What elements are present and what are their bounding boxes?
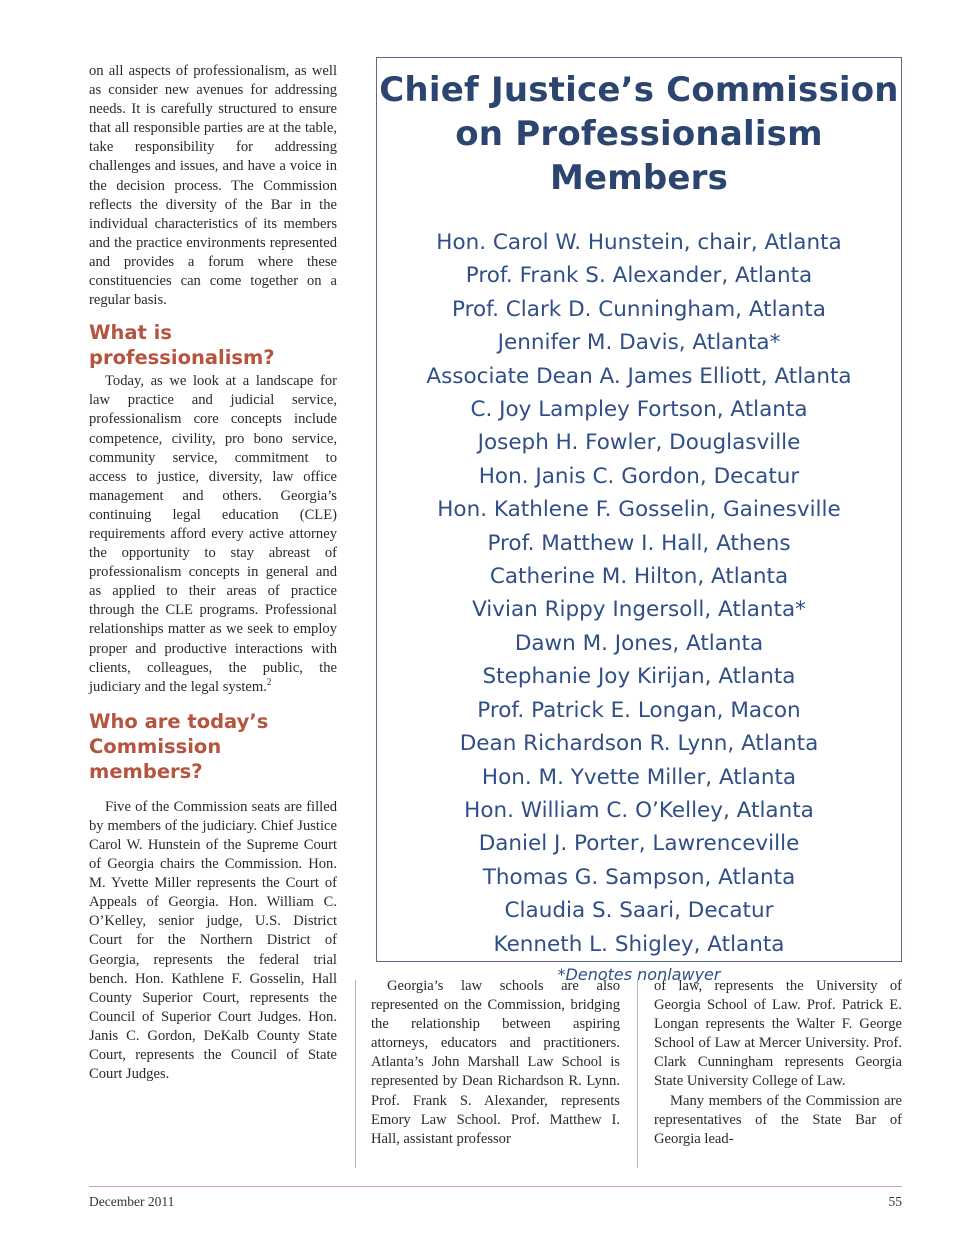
member-item: Prof. Patrick E. Longan, Macon [477, 697, 801, 723]
professionalism-paragraph [89, 372, 337, 697]
member-item: Hon. M. Yvette Miller, Atlanta [481, 764, 797, 790]
sidebar-title: Chief Justice’s Commission on Professionalism Members [379, 70, 899, 198]
column-divider-right [637, 980, 638, 1168]
members-sidebar-box [376, 57, 902, 984]
heading-what-is-professionalism: What is professionalism? [89, 321, 275, 370]
intro-paragraph: on all aspects of professionalism, as well as consider new avenues for addressing needs. It is carefully structured to ensure that all responsible parties are at the table, take responsibility for addressing challenges and issues, and have a voice in the decision process. The Commission reflects the diversity of the Bar in the individual characteristics of its members and the practice environments represented and provides a forum where these constituencies can come together on a regular basis. [89, 63, 337, 309]
state-bar-paragraph: Many members of the Commission are representatives of the State Bar of Georgia lead- [654, 1092, 902, 1147]
member-item: Catherine M. Hilton, Atlanta [489, 564, 789, 590]
column-divider-left [355, 980, 356, 1168]
footer-date: December 2011 [89, 1194, 175, 1209]
member-item: Vivian Rippy Ingersoll, Atlanta* [472, 597, 806, 623]
left-column [89, 62, 337, 1084]
right-column [654, 977, 902, 1149]
member-item: Joseph H. Fowler, Douglasville [477, 430, 801, 456]
law-schools-paragraph: Georgia’s law schools are also represented on the Commission, bridging the relationship between aspiring attorneys, educators and practitioners. Atlanta’s John Marshall Law School is represented by Dean Richardson R. Lynn. Prof. Frank S. Alexander, represents Emory Law School. Prof. Matthew I. Hall, assistant professor [371, 978, 620, 1147]
member-item: Prof. Frank S. Alexander, Atlanta [465, 263, 813, 289]
member-item: Thomas G. Sampson, Atlanta [482, 864, 796, 890]
member-item: C. Joy Lampley Fortson, Atlanta [470, 397, 808, 423]
member-item: Hon. Kathlene F. Gosselin, Gainesville [437, 497, 841, 523]
member-item: Claudia S. Saari, Decatur [504, 898, 774, 924]
footer-divider [89, 1186, 902, 1187]
member-item: Dawn M. Jones, Atlanta [514, 630, 764, 656]
nonlawyer-footnote: *Denotes nonlawyer [557, 964, 721, 984]
law-schools-continued-paragraph: of law, represents the University of Georgia School of Law. Prof. Patrick E. Longan represents the Walter F. George School of Law at Mercer University. Prof. Clark Cunningham represents Georgia State University College of Law. [654, 978, 902, 1090]
footnote-reference[interactable]: 2 [266, 676, 272, 687]
member-item: Kenneth L. Shigley, Atlanta [493, 931, 785, 957]
member-item: Prof. Matthew I. Hall, Athens [487, 530, 791, 556]
member-item: Hon. William C. O’Kelley, Atlanta [464, 797, 814, 823]
middle-column [371, 977, 620, 1149]
page-number: 55 [888, 1194, 902, 1209]
member-item: Stephanie Joy Kirijan, Atlanta [482, 664, 796, 690]
heading-commission-members: Who are today’s Commission members? [89, 709, 269, 783]
members-list [377, 226, 901, 961]
member-item: Dean Richardson R. Lynn, Atlanta [459, 731, 819, 757]
member-item: Associate Dean A. James Elliott, Atlanta [426, 363, 852, 389]
member-item: Hon. Carol W. Hunstein, chair, Atlanta [436, 230, 842, 255]
members-paragraph: Five of the Commission seats are filled by members of the judiciary. Chief Justice Carol W. Hunstein of the Supreme Court of Georgia chairs the Commission. Hon. M. Yvette Miller represents the Court of Appeals of Georgia. Hon. William C. O’Kelley, senior judge, U.S. District Court for the Northern District of Georgia, represents the federal trial bench. Hon. Kathlene F. Gosselin, Hall County Superior Court, represents the Council of Superior Court Judges. Hon. Janis C. Gordon, DeKalb County State Court, represents the Council of State Court Judges. [89, 798, 337, 1083]
member-item: Prof. Clark D. Cunningham, Atlanta [452, 296, 826, 322]
member-item: Hon. Janis C. Gordon, Decatur [478, 463, 800, 489]
member-item: Jennifer M. Davis, Atlanta* [497, 330, 781, 356]
professionalism-paragraph-text: Today, as we look at a landscape for law practice and judicial service, professionalism core concepts include competence, civility, pro bono service, community service, commitment to access to justice, diversity, law office management and others. Georgia’s continuing legal education (CLE) requirements afford every active attorney the opportunity to stay abreast of professionalism concepts in general and as applied to their areas of practice through the CLE programs. Professional relationships matter as we seek to employ proper and productive interactions with clients, colleagues, the public, the judiciary and the legal system. [89, 373, 337, 695]
member-item: Daniel J. Porter, Lawrenceville [478, 831, 800, 857]
